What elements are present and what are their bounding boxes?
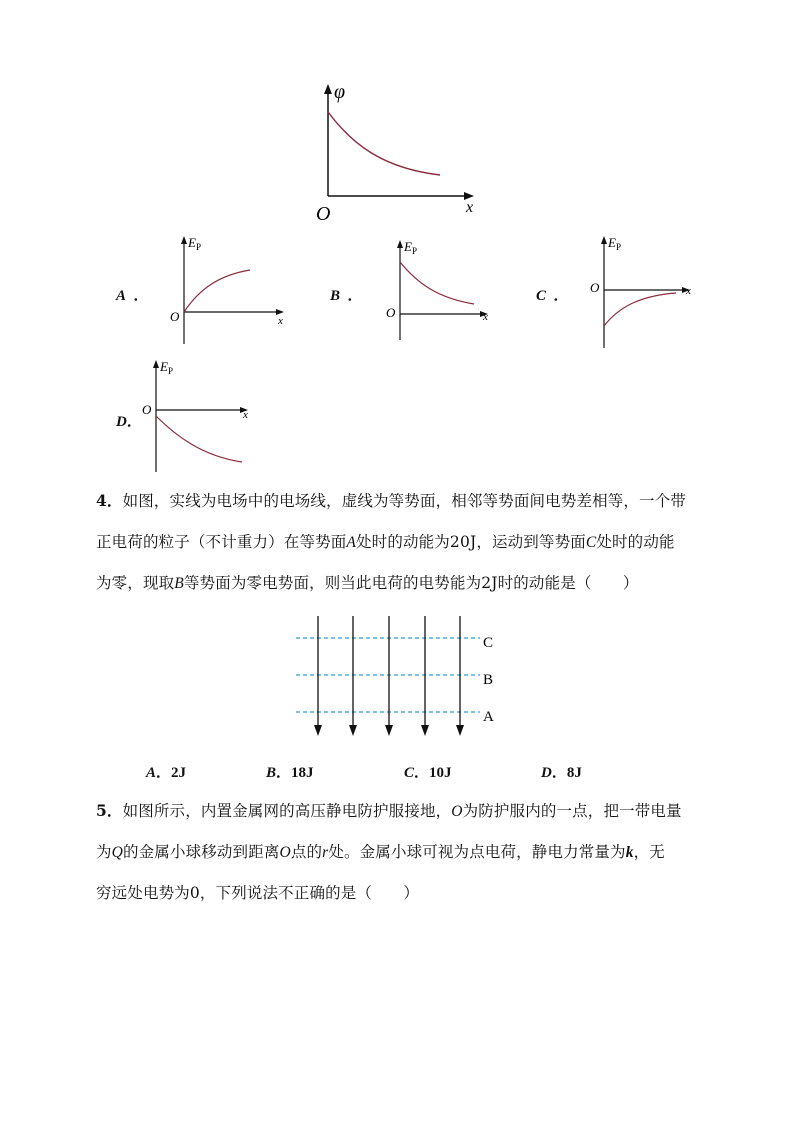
- q4-choice-d[interactable]: D．8J: [541, 765, 582, 781]
- option-b-letter: B ．: [330, 288, 363, 304]
- option-b-graph: [376, 234, 506, 342]
- q4-line-2: 正电荷的粒子（不计重力）在等势面A处时的动能为20J，运动到等势面C处时的动能: [96, 533, 675, 551]
- phi-origin-label: O: [316, 203, 331, 225]
- phi-y-arrow: [324, 84, 332, 94]
- phi-x-graph: [300, 78, 490, 228]
- q4-choice-a[interactable]: A．2J: [146, 765, 187, 781]
- field-line-5: [456, 616, 464, 736]
- svg-text:EP: $E_P$: [188, 235, 201, 252]
- q4-line-1: 4．如图，实线为电场中的电场线，虚线为等势面，相邻等势面间电势差相等，一个带: [96, 491, 686, 510]
- field-line-3: [385, 616, 393, 736]
- field-line-2: [349, 616, 357, 736]
- option-c-graph: [580, 230, 700, 350]
- option-b-curve: [400, 262, 474, 304]
- phi-x-label: x: [466, 199, 474, 216]
- svg-text:x: x: [243, 409, 248, 421]
- q4-line-3: 为零，现取B等势面为零电势面，则当此电荷的电势能为2J时的动能是（ ）: [96, 574, 639, 592]
- svg-text:EP: $E_P$: [608, 235, 621, 252]
- equipotential-label-c: C: [483, 635, 494, 651]
- option-a-graph: [160, 230, 300, 348]
- svg-text:x: x: [686, 285, 691, 297]
- field-line-1: [314, 616, 322, 736]
- equipotential-label-a: A: [483, 709, 494, 725]
- svg-text:O: O: [590, 280, 600, 295]
- q4-choice-b[interactable]: B．18J: [266, 765, 314, 781]
- phi-y-label: φ: [334, 81, 346, 103]
- option-a-curve: [184, 270, 250, 312]
- q5-line-1: 5．如图所示，内置金属网的高压静电防护服接地，O为防护服内的一点，把一带电量: [96, 801, 682, 820]
- svg-text:O: O: [386, 305, 396, 320]
- svg-text:O: O: [170, 309, 180, 324]
- option-d-curve: [156, 416, 242, 462]
- svg-text:O: O: [142, 402, 152, 417]
- svg-text:x: x: [483, 311, 488, 323]
- option-d-graph: [132, 354, 262, 474]
- q5-line-3: 穷远处电势为0，下列说法不正确的是（ ）: [96, 884, 420, 902]
- field-lines-figure: [290, 612, 510, 744]
- svg-text:x: x: [278, 315, 283, 327]
- option-d-letter: D．: [116, 414, 142, 430]
- option-c-curve: [604, 293, 676, 326]
- svg-text:EP: $E_P$: [404, 239, 417, 256]
- phi-curve: [328, 112, 440, 175]
- option-c-letter: C ．: [536, 288, 569, 304]
- field-line-4: [421, 616, 429, 736]
- q5-line-2: 为Q的金属小球移动到距离O点的r处。金属小球可视为点电荷，静电力常量为k，无: [96, 843, 665, 861]
- equipotential-label-b: B: [483, 672, 494, 688]
- option-a-letter: A ．: [116, 288, 149, 304]
- q4-choice-c[interactable]: C．10J: [404, 765, 452, 781]
- svg-text:EP: $E_P$: [160, 359, 173, 376]
